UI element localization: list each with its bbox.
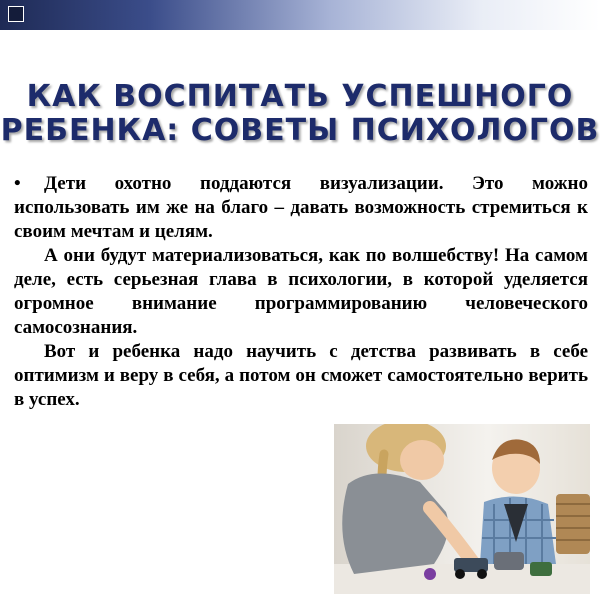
paragraph-2: А они будут материализоваться, как по волшебству! На самом деле, есть серьезная глава в психологии, в которой уделяется огромное внимание программированию человеческого самосознания. <box>14 245 588 338</box>
header-square-marker <box>8 6 24 22</box>
photo-illustration <box>334 424 590 594</box>
paragraph-1 <box>14 172 588 244</box>
bullet-icon: • <box>14 173 21 194</box>
title-line-2: РЕБЕНКА: СОВЕТЫ ПСИХОЛОГОВ <box>0 113 600 148</box>
header-gradient-bar <box>0 0 600 30</box>
title-line-1: КАК ВОСПИТАТЬ УСПЕШНОГО <box>26 79 574 114</box>
paragraph-3: Вот и ребенка надо научить с детства развивать в себе оптимизм и веру в себя, а потом он сможет самостоятельно верить в успех. <box>14 341 588 410</box>
slide-title <box>0 80 600 148</box>
paragraph-1-text: Дети охотно поддаются визуализации. Это можно использовать им же на благо – давать возможность стремиться к своим мечтам и целям. <box>14 173 588 242</box>
mother-child-photo <box>334 424 590 594</box>
slide-body <box>14 172 588 412</box>
